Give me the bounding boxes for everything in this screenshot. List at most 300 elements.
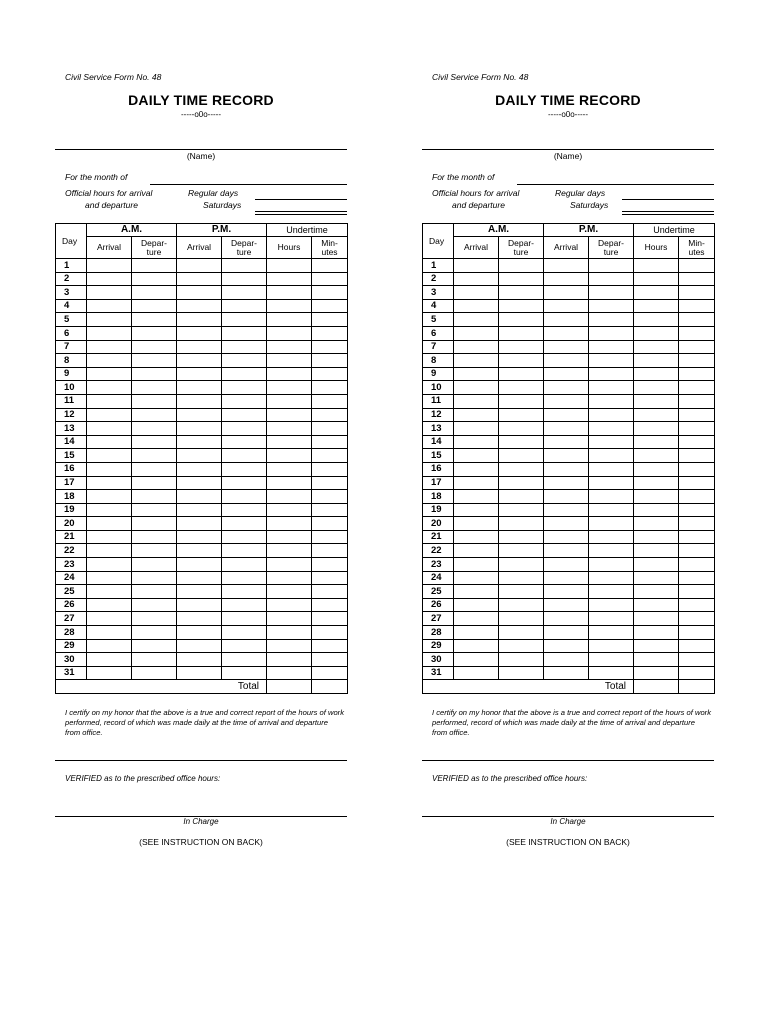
undertime-minutes-cell[interactable]	[312, 394, 348, 408]
pm-departure-cell[interactable]	[222, 517, 267, 531]
pm-departure-cell[interactable]	[222, 558, 267, 572]
pm-arrival-cell[interactable]	[177, 544, 222, 558]
am-departure-cell[interactable]	[132, 585, 177, 599]
undertime-minutes-cell[interactable]	[679, 626, 715, 640]
pm-arrival-cell[interactable]	[177, 313, 222, 327]
pm-arrival-cell[interactable]	[544, 259, 589, 273]
pm-arrival-cell[interactable]	[177, 666, 222, 680]
pm-arrival-cell[interactable]	[544, 612, 589, 626]
undertime-hours-cell[interactable]	[634, 381, 679, 395]
undertime-minutes-cell[interactable]	[679, 544, 715, 558]
undertime-minutes-cell[interactable]	[312, 558, 348, 572]
am-arrival-cell[interactable]	[454, 612, 499, 626]
pm-arrival-cell[interactable]	[544, 286, 589, 300]
undertime-minutes-cell[interactable]	[679, 639, 715, 653]
month-line[interactable]	[517, 184, 714, 185]
am-arrival-cell[interactable]	[454, 340, 499, 354]
am-arrival-cell[interactable]	[87, 558, 132, 572]
am-departure-cell[interactable]	[132, 530, 177, 544]
undertime-minutes-cell[interactable]	[679, 462, 715, 476]
undertime-hours-cell[interactable]	[267, 299, 312, 313]
employee-signature-line[interactable]	[55, 760, 347, 761]
pm-arrival-cell[interactable]	[544, 313, 589, 327]
am-arrival-cell[interactable]	[454, 313, 499, 327]
undertime-hours-cell[interactable]	[634, 313, 679, 327]
am-departure-cell[interactable]	[499, 639, 544, 653]
pm-departure-cell[interactable]	[589, 326, 634, 340]
undertime-minutes-cell[interactable]	[679, 476, 715, 490]
am-departure-cell[interactable]	[499, 313, 544, 327]
undertime-hours-cell[interactable]	[634, 530, 679, 544]
undertime-minutes-cell[interactable]	[679, 259, 715, 273]
undertime-hours-cell[interactable]	[267, 259, 312, 273]
pm-arrival-cell[interactable]	[544, 449, 589, 463]
am-arrival-cell[interactable]	[87, 313, 132, 327]
am-departure-cell[interactable]	[499, 626, 544, 640]
am-departure-cell[interactable]	[132, 272, 177, 286]
undertime-minutes-cell[interactable]	[312, 517, 348, 531]
am-departure-cell[interactable]	[132, 286, 177, 300]
undertime-hours-cell[interactable]	[267, 422, 312, 436]
pm-departure-cell[interactable]	[222, 422, 267, 436]
pm-arrival-cell[interactable]	[544, 653, 589, 667]
undertime-hours-cell[interactable]	[267, 598, 312, 612]
undertime-minutes-cell[interactable]	[312, 571, 348, 585]
pm-arrival-cell[interactable]	[544, 326, 589, 340]
pm-arrival-cell[interactable]	[177, 394, 222, 408]
undertime-minutes-cell[interactable]	[312, 666, 348, 680]
am-arrival-cell[interactable]	[87, 340, 132, 354]
month-line[interactable]	[150, 184, 347, 185]
undertime-hours-cell[interactable]	[634, 639, 679, 653]
am-departure-cell[interactable]	[132, 571, 177, 585]
pm-departure-cell[interactable]	[589, 449, 634, 463]
pm-departure-cell[interactable]	[589, 394, 634, 408]
pm-departure-cell[interactable]	[222, 639, 267, 653]
am-departure-cell[interactable]	[132, 626, 177, 640]
am-arrival-cell[interactable]	[454, 558, 499, 572]
undertime-hours-cell[interactable]	[634, 476, 679, 490]
am-departure-cell[interactable]	[499, 299, 544, 313]
undertime-minutes-cell[interactable]	[312, 544, 348, 558]
am-departure-cell[interactable]	[132, 394, 177, 408]
undertime-hours-cell[interactable]	[634, 462, 679, 476]
undertime-hours-cell[interactable]	[267, 340, 312, 354]
undertime-hours-cell[interactable]	[267, 585, 312, 599]
pm-arrival-cell[interactable]	[177, 639, 222, 653]
am-arrival-cell[interactable]	[87, 544, 132, 558]
am-arrival-cell[interactable]	[87, 299, 132, 313]
pm-departure-cell[interactable]	[589, 612, 634, 626]
undertime-hours-cell[interactable]	[634, 259, 679, 273]
pm-departure-cell[interactable]	[222, 435, 267, 449]
pm-arrival-cell[interactable]	[544, 422, 589, 436]
pm-arrival-cell[interactable]	[177, 449, 222, 463]
undertime-hours-cell[interactable]	[634, 354, 679, 368]
am-arrival-cell[interactable]	[454, 259, 499, 273]
undertime-hours-cell[interactable]	[267, 435, 312, 449]
am-departure-cell[interactable]	[499, 503, 544, 517]
am-arrival-cell[interactable]	[87, 408, 132, 422]
am-departure-cell[interactable]	[132, 259, 177, 273]
pm-arrival-cell[interactable]	[177, 612, 222, 626]
pm-departure-cell[interactable]	[222, 286, 267, 300]
am-departure-cell[interactable]	[132, 313, 177, 327]
pm-departure-cell[interactable]	[589, 272, 634, 286]
am-arrival-cell[interactable]	[87, 449, 132, 463]
am-departure-cell[interactable]	[499, 517, 544, 531]
undertime-minutes-cell[interactable]	[679, 408, 715, 422]
undertime-minutes-cell[interactable]	[679, 585, 715, 599]
pm-arrival-cell[interactable]	[177, 490, 222, 504]
am-departure-cell[interactable]	[499, 272, 544, 286]
undertime-minutes-cell[interactable]	[312, 530, 348, 544]
pm-arrival-cell[interactable]	[544, 598, 589, 612]
undertime-minutes-cell[interactable]	[679, 449, 715, 463]
undertime-minutes-cell[interactable]	[679, 435, 715, 449]
undertime-hours-cell[interactable]	[634, 544, 679, 558]
saturdays-line[interactable]	[622, 211, 714, 212]
undertime-minutes-cell[interactable]	[312, 408, 348, 422]
pm-arrival-cell[interactable]	[544, 530, 589, 544]
pm-departure-cell[interactable]	[222, 340, 267, 354]
pm-departure-cell[interactable]	[222, 612, 267, 626]
pm-departure-cell[interactable]	[222, 394, 267, 408]
am-arrival-cell[interactable]	[454, 503, 499, 517]
undertime-hours-cell[interactable]	[634, 653, 679, 667]
am-arrival-cell[interactable]	[454, 544, 499, 558]
undertime-hours-cell[interactable]	[634, 626, 679, 640]
pm-arrival-cell[interactable]	[544, 367, 589, 381]
pm-arrival-cell[interactable]	[177, 598, 222, 612]
am-departure-cell[interactable]	[132, 422, 177, 436]
pm-arrival-cell[interactable]	[177, 462, 222, 476]
am-arrival-cell[interactable]	[87, 435, 132, 449]
am-arrival-cell[interactable]	[87, 394, 132, 408]
am-departure-cell[interactable]	[132, 639, 177, 653]
am-departure-cell[interactable]	[499, 326, 544, 340]
pm-departure-cell[interactable]	[222, 490, 267, 504]
am-departure-cell[interactable]	[499, 435, 544, 449]
am-arrival-cell[interactable]	[454, 530, 499, 544]
am-arrival-cell[interactable]	[87, 517, 132, 531]
undertime-minutes-cell[interactable]	[679, 571, 715, 585]
am-departure-cell[interactable]	[132, 612, 177, 626]
am-arrival-cell[interactable]	[454, 381, 499, 395]
am-departure-cell[interactable]	[132, 558, 177, 572]
pm-departure-cell[interactable]	[589, 408, 634, 422]
undertime-hours-cell[interactable]	[634, 517, 679, 531]
am-arrival-cell[interactable]	[87, 326, 132, 340]
pm-departure-cell[interactable]	[222, 476, 267, 490]
undertime-minutes-cell[interactable]	[312, 259, 348, 273]
am-departure-cell[interactable]	[132, 381, 177, 395]
am-arrival-cell[interactable]	[87, 476, 132, 490]
am-departure-cell[interactable]	[132, 598, 177, 612]
am-departure-cell[interactable]	[132, 503, 177, 517]
undertime-minutes-cell[interactable]	[679, 272, 715, 286]
pm-departure-cell[interactable]	[589, 259, 634, 273]
pm-departure-cell[interactable]	[222, 354, 267, 368]
pm-arrival-cell[interactable]	[177, 585, 222, 599]
am-arrival-cell[interactable]	[454, 449, 499, 463]
undertime-hours-cell[interactable]	[267, 490, 312, 504]
undertime-minutes-cell[interactable]	[312, 476, 348, 490]
pm-arrival-cell[interactable]	[177, 530, 222, 544]
am-arrival-cell[interactable]	[454, 476, 499, 490]
am-departure-cell[interactable]	[132, 326, 177, 340]
undertime-hours-cell[interactable]	[267, 612, 312, 626]
pm-arrival-cell[interactable]	[177, 381, 222, 395]
pm-arrival-cell[interactable]	[177, 503, 222, 517]
undertime-hours-cell[interactable]	[267, 326, 312, 340]
undertime-minutes-cell[interactable]	[679, 313, 715, 327]
pm-arrival-cell[interactable]	[177, 653, 222, 667]
undertime-minutes-cell[interactable]	[312, 639, 348, 653]
pm-arrival-cell[interactable]	[544, 517, 589, 531]
am-arrival-cell[interactable]	[87, 503, 132, 517]
undertime-minutes-cell[interactable]	[679, 612, 715, 626]
am-arrival-cell[interactable]	[454, 422, 499, 436]
undertime-minutes-cell[interactable]	[679, 326, 715, 340]
undertime-minutes-cell[interactable]	[312, 598, 348, 612]
undertime-hours-cell[interactable]	[634, 299, 679, 313]
pm-arrival-cell[interactable]	[177, 571, 222, 585]
am-departure-cell[interactable]	[499, 394, 544, 408]
undertime-hours-cell[interactable]	[634, 422, 679, 436]
pm-departure-cell[interactable]	[222, 571, 267, 585]
am-departure-cell[interactable]	[132, 299, 177, 313]
am-departure-cell[interactable]	[499, 449, 544, 463]
pm-departure-cell[interactable]	[589, 490, 634, 504]
undertime-hours-cell[interactable]	[267, 530, 312, 544]
pm-departure-cell[interactable]	[589, 354, 634, 368]
am-departure-cell[interactable]	[499, 544, 544, 558]
am-departure-cell[interactable]	[499, 598, 544, 612]
am-departure-cell[interactable]	[499, 422, 544, 436]
undertime-hours-cell[interactable]	[267, 517, 312, 531]
pm-arrival-cell[interactable]	[544, 544, 589, 558]
pm-departure-cell[interactable]	[589, 571, 634, 585]
am-departure-cell[interactable]	[499, 286, 544, 300]
am-arrival-cell[interactable]	[87, 367, 132, 381]
undertime-hours-cell[interactable]	[267, 571, 312, 585]
undertime-minutes-cell[interactable]	[679, 558, 715, 572]
pm-departure-cell[interactable]	[589, 503, 634, 517]
am-departure-cell[interactable]	[132, 653, 177, 667]
am-arrival-cell[interactable]	[454, 394, 499, 408]
am-departure-cell[interactable]	[499, 381, 544, 395]
am-departure-cell[interactable]	[499, 462, 544, 476]
pm-departure-cell[interactable]	[222, 299, 267, 313]
undertime-minutes-cell[interactable]	[679, 422, 715, 436]
pm-arrival-cell[interactable]	[544, 299, 589, 313]
undertime-minutes-cell[interactable]	[312, 381, 348, 395]
am-departure-cell[interactable]	[499, 571, 544, 585]
pm-departure-cell[interactable]	[589, 286, 634, 300]
am-departure-cell[interactable]	[499, 585, 544, 599]
undertime-minutes-cell[interactable]	[312, 585, 348, 599]
pm-departure-cell[interactable]	[222, 259, 267, 273]
undertime-hours-cell[interactable]	[267, 381, 312, 395]
pm-arrival-cell[interactable]	[544, 408, 589, 422]
am-arrival-cell[interactable]	[454, 435, 499, 449]
am-departure-cell[interactable]	[132, 544, 177, 558]
am-departure-cell[interactable]	[499, 476, 544, 490]
pm-departure-cell[interactable]	[222, 544, 267, 558]
pm-arrival-cell[interactable]	[177, 435, 222, 449]
undertime-hours-cell[interactable]	[267, 449, 312, 463]
pm-arrival-cell[interactable]	[177, 272, 222, 286]
pm-arrival-cell[interactable]	[544, 354, 589, 368]
undertime-minutes-cell[interactable]	[312, 354, 348, 368]
pm-arrival-cell[interactable]	[177, 326, 222, 340]
pm-arrival-cell[interactable]	[177, 340, 222, 354]
am-departure-cell[interactable]	[499, 408, 544, 422]
undertime-minutes-cell[interactable]	[312, 435, 348, 449]
pm-departure-cell[interactable]	[222, 598, 267, 612]
am-departure-cell[interactable]	[499, 367, 544, 381]
undertime-minutes-cell[interactable]	[679, 286, 715, 300]
pm-arrival-cell[interactable]	[544, 639, 589, 653]
undertime-hours-cell[interactable]	[634, 326, 679, 340]
name-line[interactable]	[422, 149, 714, 150]
am-arrival-cell[interactable]	[87, 571, 132, 585]
undertime-hours-cell[interactable]	[634, 585, 679, 599]
pm-arrival-cell[interactable]	[177, 286, 222, 300]
pm-arrival-cell[interactable]	[544, 476, 589, 490]
pm-arrival-cell[interactable]	[544, 666, 589, 680]
undertime-hours-cell[interactable]	[634, 408, 679, 422]
am-arrival-cell[interactable]	[454, 272, 499, 286]
pm-departure-cell[interactable]	[222, 272, 267, 286]
pm-arrival-cell[interactable]	[544, 503, 589, 517]
undertime-minutes-cell[interactable]	[679, 354, 715, 368]
pm-arrival-cell[interactable]	[177, 476, 222, 490]
pm-departure-cell[interactable]	[222, 653, 267, 667]
undertime-hours-cell[interactable]	[634, 571, 679, 585]
am-arrival-cell[interactable]	[87, 354, 132, 368]
pm-arrival-cell[interactable]	[177, 626, 222, 640]
pm-arrival-cell[interactable]	[544, 462, 589, 476]
am-arrival-cell[interactable]	[87, 626, 132, 640]
pm-departure-cell[interactable]	[222, 449, 267, 463]
am-departure-cell[interactable]	[132, 340, 177, 354]
undertime-minutes-cell[interactable]	[312, 286, 348, 300]
pm-departure-cell[interactable]	[589, 422, 634, 436]
am-departure-cell[interactable]	[132, 490, 177, 504]
undertime-minutes-cell[interactable]	[679, 394, 715, 408]
undertime-hours-cell[interactable]	[267, 626, 312, 640]
undertime-hours-cell[interactable]	[634, 286, 679, 300]
total-minutes-cell[interactable]	[679, 680, 715, 694]
am-arrival-cell[interactable]	[454, 354, 499, 368]
undertime-hours-cell[interactable]	[634, 612, 679, 626]
pm-departure-cell[interactable]	[589, 585, 634, 599]
employee-signature-line[interactable]	[422, 760, 714, 761]
undertime-hours-cell[interactable]	[267, 354, 312, 368]
undertime-hours-cell[interactable]	[267, 408, 312, 422]
pm-departure-cell[interactable]	[589, 530, 634, 544]
undertime-minutes-cell[interactable]	[679, 490, 715, 504]
undertime-minutes-cell[interactable]	[312, 626, 348, 640]
am-departure-cell[interactable]	[499, 612, 544, 626]
pm-arrival-cell[interactable]	[544, 272, 589, 286]
pm-arrival-cell[interactable]	[544, 394, 589, 408]
undertime-hours-cell[interactable]	[267, 503, 312, 517]
undertime-hours-cell[interactable]	[634, 367, 679, 381]
undertime-minutes-cell[interactable]	[312, 503, 348, 517]
am-departure-cell[interactable]	[132, 517, 177, 531]
undertime-hours-cell[interactable]	[634, 490, 679, 504]
undertime-hours-cell[interactable]	[634, 598, 679, 612]
pm-departure-cell[interactable]	[222, 503, 267, 517]
pm-departure-cell[interactable]	[222, 326, 267, 340]
am-arrival-cell[interactable]	[454, 286, 499, 300]
pm-departure-cell[interactable]	[589, 653, 634, 667]
pm-arrival-cell[interactable]	[544, 626, 589, 640]
undertime-minutes-cell[interactable]	[312, 653, 348, 667]
undertime-minutes-cell[interactable]	[312, 340, 348, 354]
am-arrival-cell[interactable]	[454, 598, 499, 612]
undertime-hours-cell[interactable]	[634, 435, 679, 449]
pm-departure-cell[interactable]	[589, 299, 634, 313]
am-arrival-cell[interactable]	[87, 462, 132, 476]
am-arrival-cell[interactable]	[454, 490, 499, 504]
regular-days-line[interactable]	[255, 199, 347, 200]
pm-departure-cell[interactable]	[222, 367, 267, 381]
am-arrival-cell[interactable]	[454, 517, 499, 531]
am-departure-cell[interactable]	[499, 354, 544, 368]
pm-arrival-cell[interactable]	[544, 571, 589, 585]
am-departure-cell[interactable]	[499, 340, 544, 354]
undertime-minutes-cell[interactable]	[679, 503, 715, 517]
undertime-minutes-cell[interactable]	[679, 381, 715, 395]
pm-departure-cell[interactable]	[589, 381, 634, 395]
undertime-minutes-cell[interactable]	[679, 299, 715, 313]
undertime-hours-cell[interactable]	[267, 394, 312, 408]
pm-arrival-cell[interactable]	[544, 558, 589, 572]
total-hours-cell[interactable]	[267, 680, 312, 694]
undertime-minutes-cell[interactable]	[312, 449, 348, 463]
am-departure-cell[interactable]	[499, 653, 544, 667]
undertime-hours-cell[interactable]	[634, 666, 679, 680]
pm-arrival-cell[interactable]	[544, 435, 589, 449]
pm-arrival-cell[interactable]	[177, 422, 222, 436]
pm-arrival-cell[interactable]	[177, 517, 222, 531]
undertime-hours-cell[interactable]	[634, 394, 679, 408]
pm-departure-cell[interactable]	[589, 313, 634, 327]
undertime-hours-cell[interactable]	[267, 639, 312, 653]
undertime-hours-cell[interactable]	[634, 503, 679, 517]
pm-arrival-cell[interactable]	[544, 490, 589, 504]
am-arrival-cell[interactable]	[454, 585, 499, 599]
saturdays-line[interactable]	[255, 211, 347, 212]
pm-arrival-cell[interactable]	[177, 408, 222, 422]
am-departure-cell[interactable]	[132, 354, 177, 368]
pm-departure-cell[interactable]	[589, 517, 634, 531]
am-arrival-cell[interactable]	[87, 530, 132, 544]
am-arrival-cell[interactable]	[87, 585, 132, 599]
name-line[interactable]	[55, 149, 347, 150]
am-departure-cell[interactable]	[499, 490, 544, 504]
total-minutes-cell[interactable]	[312, 680, 348, 694]
am-departure-cell[interactable]	[132, 435, 177, 449]
undertime-minutes-cell[interactable]	[312, 299, 348, 313]
am-arrival-cell[interactable]	[454, 367, 499, 381]
am-departure-cell[interactable]	[499, 259, 544, 273]
am-arrival-cell[interactable]	[87, 639, 132, 653]
